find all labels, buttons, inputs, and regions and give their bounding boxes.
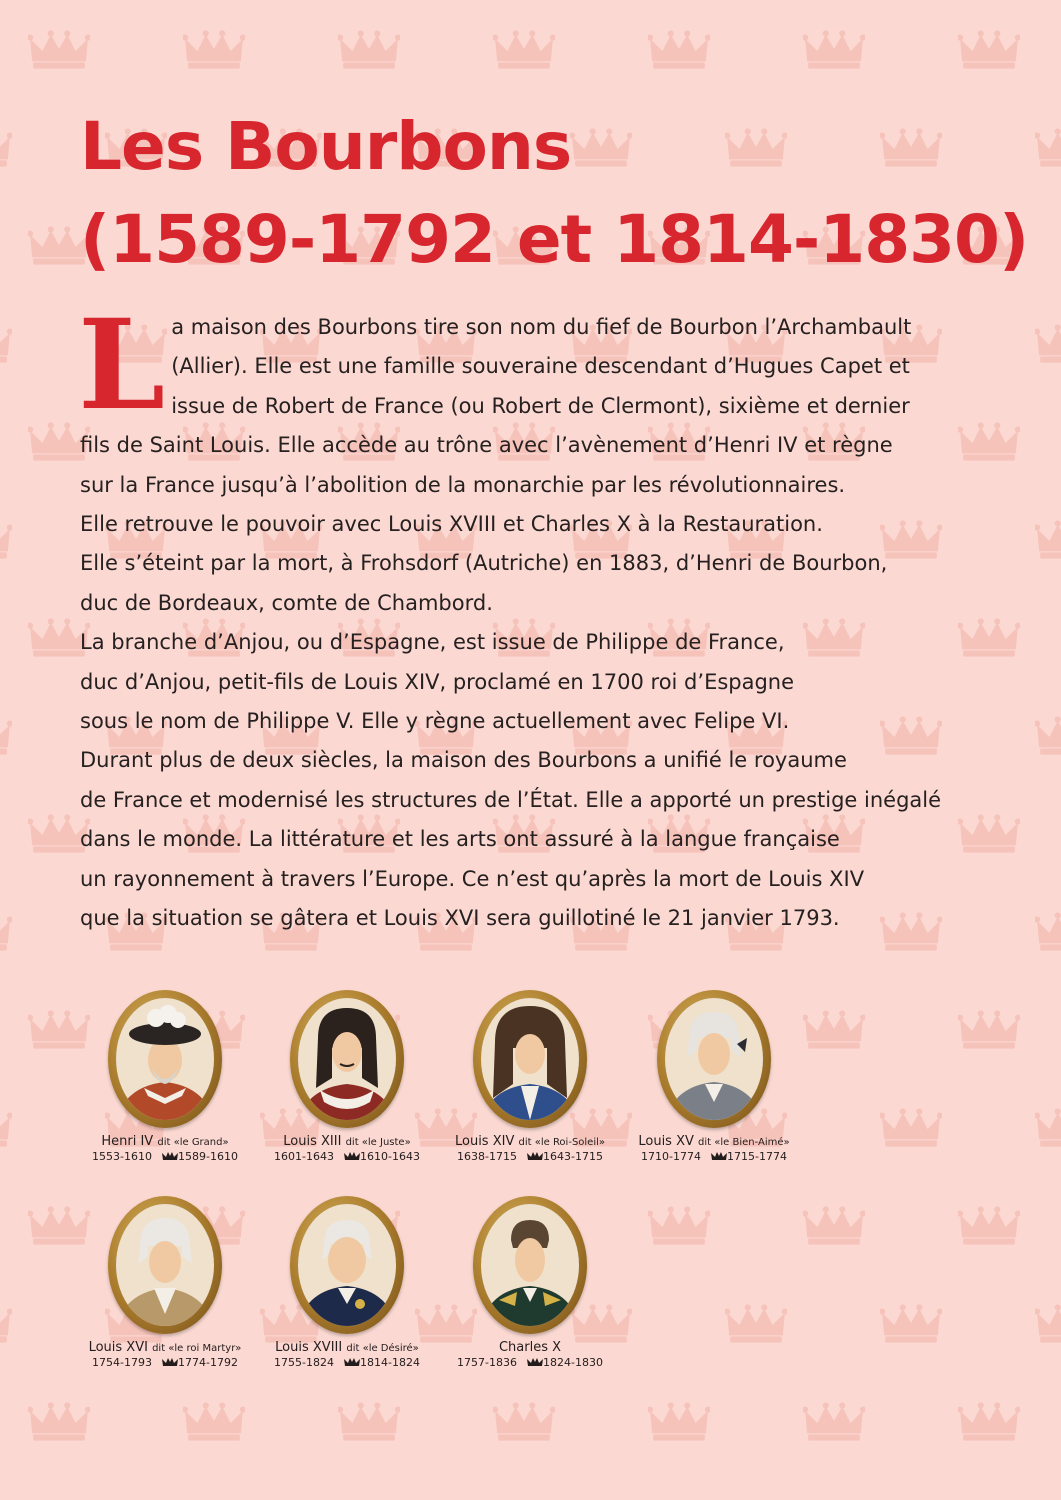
intro-paragraph xyxy=(78,293,985,939)
king-life: 1755-1824 xyxy=(274,1356,334,1369)
king-name-line xyxy=(440,1340,620,1356)
king-name: Charles X xyxy=(498,1340,562,1355)
king-reign: 1814-1824 xyxy=(360,1356,420,1369)
text-line: duc d’Anjou, petit-fils de Louis XIV, proclamé en 1700 roi d’Espagne xyxy=(80,669,795,694)
king-name-line xyxy=(75,1340,255,1356)
king-reign: 1610-1643 xyxy=(360,1150,420,1163)
text-line: sous le nom de Philippe V. Elle y règne actuellement avec Felipe VI. xyxy=(80,709,790,734)
portrait-louis-xiii xyxy=(298,998,396,1120)
king-card-henri-iv xyxy=(75,990,255,1163)
king-life: 1757-1836 xyxy=(457,1356,517,1369)
text-line: un rayonnement à travers l’Europe. Ce n’est qu’après la mort de Louis XIV xyxy=(80,866,865,891)
portrait-louis-xv xyxy=(665,998,763,1120)
king-dates xyxy=(257,1356,437,1369)
king-card-louis-xvi xyxy=(75,1196,255,1369)
crown-icon xyxy=(527,1358,543,1367)
king-card-louis-xiv xyxy=(440,990,620,1163)
portrait-frame xyxy=(108,990,222,1128)
king-reign: 1774-1792 xyxy=(178,1356,238,1369)
portrait-louis-xvi xyxy=(116,1204,214,1326)
king-name-line xyxy=(75,1134,255,1150)
crown-icon xyxy=(527,1152,543,1161)
king-name: Louis XVIII xyxy=(275,1340,343,1355)
king-name: Louis XVI xyxy=(88,1340,148,1355)
king-card-louis-xiii xyxy=(257,990,437,1163)
king-name: Henri IV xyxy=(101,1134,154,1149)
portrait-frame xyxy=(290,990,404,1128)
king-nickname: dit «le Désiré» xyxy=(346,1343,419,1354)
king-card-louis-xviii xyxy=(257,1196,437,1369)
king-name-line xyxy=(257,1134,437,1150)
king-life: 1710-1774 xyxy=(641,1150,701,1163)
portrait-frame xyxy=(473,1196,587,1334)
king-life: 1553-1610 xyxy=(92,1150,152,1163)
text-line: issue de Robert de France (ou Robert de Clermont), sixième et dernier xyxy=(171,393,910,418)
text-line: (Allier). Elle est une famille souveraine descendant d’Hugues Capet et xyxy=(171,354,910,379)
text-line: Durant plus de deux siècles, la maison des Bourbons a unifié le royaume xyxy=(80,748,847,773)
portrait-charles-x xyxy=(481,1204,579,1326)
portrait-louis-xviii xyxy=(298,1204,396,1326)
king-card-louis-xv xyxy=(624,990,804,1163)
king-dates xyxy=(257,1150,437,1163)
king-name: Louis XIV xyxy=(454,1134,515,1149)
king-life: 1754-1793 xyxy=(92,1356,152,1369)
title-line-1: Les Bourbons xyxy=(80,108,572,185)
king-reign: 1824-1830 xyxy=(543,1356,603,1369)
king-nickname: dit «le Juste» xyxy=(345,1137,411,1148)
text-line: dans le monde. La littérature et les arts ont assuré à la langue française xyxy=(80,827,840,852)
king-dates xyxy=(75,1150,255,1163)
text-line: a maison des Bourbons tire son nom du fief de Bourbon l’Archambault xyxy=(171,315,912,339)
text-line: Elle retrouve le pouvoir avec Louis XVIII et Charles X à la Restauration. xyxy=(80,512,823,537)
crown-icon xyxy=(711,1152,727,1161)
crown-icon xyxy=(344,1152,360,1161)
king-nickname: dit «le Roi-Soleil» xyxy=(518,1137,606,1148)
page-title xyxy=(80,100,1040,286)
portrait-frame xyxy=(473,990,587,1128)
text-line: fils de Saint Louis. Elle accède au trône avec l’avènement d’Henri IV et règne xyxy=(80,433,893,458)
portrait-frame xyxy=(290,1196,404,1334)
king-nickname: dit «le Bien-Aimé» xyxy=(698,1137,790,1148)
king-life: 1601-1643 xyxy=(274,1150,334,1163)
king-reign: 1589-1610 xyxy=(178,1150,238,1163)
king-name-line xyxy=(257,1340,437,1356)
portrait-frame xyxy=(108,1196,222,1334)
crown-icon xyxy=(162,1358,178,1367)
text-line: Elle s’éteint par la mort, à Frohsdorf (Autriche) en 1883, d’Henri de Bourbon, xyxy=(80,551,888,576)
king-card-charles-x xyxy=(440,1196,620,1369)
text-line: duc de Bordeaux, comte de Chambord. xyxy=(80,590,493,615)
king-name: Louis XV xyxy=(638,1134,694,1149)
king-nickname: dit «le roi Martyr» xyxy=(152,1343,242,1354)
king-name-line xyxy=(624,1134,804,1150)
king-dates xyxy=(75,1356,255,1369)
king-reign: 1715-1774 xyxy=(727,1150,787,1163)
title-line-2: (1589-1792 et 1814-1830) xyxy=(80,201,1029,278)
drop-cap: L xyxy=(78,293,166,438)
crown-icon xyxy=(162,1152,178,1161)
portrait-frame xyxy=(657,990,771,1128)
text-line: sur la France jusqu’à l’abolition de la monarchie par les révolutionnaires. xyxy=(80,472,846,497)
king-name-line xyxy=(440,1134,620,1150)
portrait-louis-xiv xyxy=(481,998,579,1120)
text-line: que la situation se gâtera et Louis XVI sera guillotiné le 21 janvier 1793. xyxy=(80,906,840,931)
text-line: La branche d’Anjou, ou d’Espagne, est issue de Philippe de France, xyxy=(80,630,785,655)
portrait-henri-iv xyxy=(116,998,214,1120)
king-dates xyxy=(440,1356,620,1369)
king-reign: 1643-1715 xyxy=(543,1150,603,1163)
king-dates xyxy=(440,1150,620,1163)
crown-icon xyxy=(344,1358,360,1367)
king-life: 1638-1715 xyxy=(457,1150,517,1163)
king-nickname: dit «le Grand» xyxy=(157,1137,229,1148)
text-line: de France et modernisé les structures de l’État. Elle a apporté un prestige inégalé xyxy=(80,787,942,812)
king-dates xyxy=(624,1150,804,1163)
king-name: Louis XIII xyxy=(283,1134,342,1149)
